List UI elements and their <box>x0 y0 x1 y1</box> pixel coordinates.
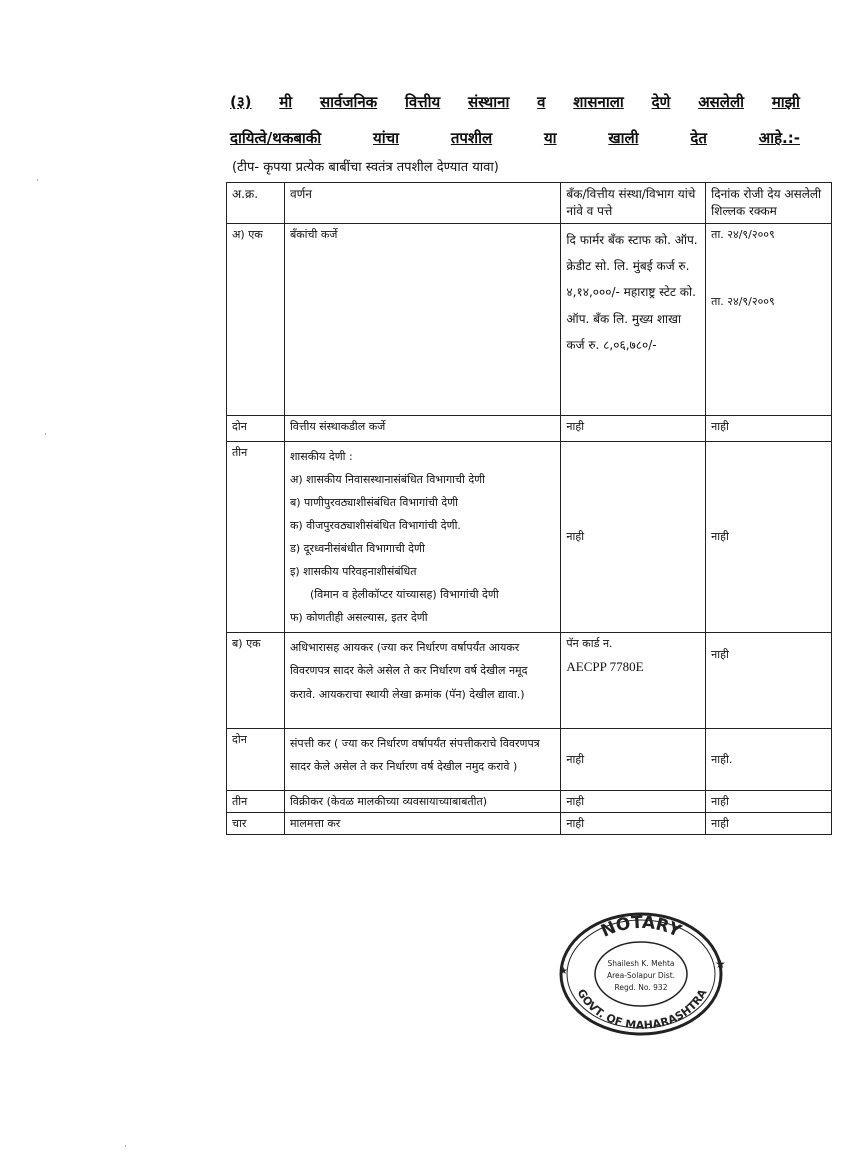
heading-word: या <box>543 129 557 147</box>
row-serial: चार <box>227 813 285 835</box>
heading-line-2 <box>230 128 800 148</box>
liabilities-table <box>226 182 832 835</box>
heading-word: संस्थाना <box>467 93 510 111</box>
heading-word: व <box>537 93 546 111</box>
row-balance: नाही <box>706 813 832 835</box>
heading-word: देत <box>690 129 707 147</box>
row-description <box>284 441 560 633</box>
row-balance: नाही <box>706 415 832 441</box>
table-row <box>227 791 832 813</box>
scan-speck: · <box>36 176 39 186</box>
row-description: अधिभारासह आयकर (ज्या कर निर्धारण वर्षापर्यंत आयकर विवरणपत्र सादर केले असेल ते कर निर्धारण वर्ष देखील नमूद करावे. आयकराचा स्थायी लेखा क्रमांक (पॅन) देखील द्यावा.) <box>284 633 560 729</box>
star-icon: ★ <box>559 966 568 977</box>
row-balance: नाही. <box>706 729 832 791</box>
govt-dues-item: फ) कोणतीही असल्यास, इतर देणी <box>289 611 428 625</box>
stamp-area: Area-Solapur Dist. <box>606 971 676 980</box>
row-bank: नाही <box>561 415 706 441</box>
row-serial: दोन <box>227 729 285 791</box>
row-bank: नाही <box>561 441 706 633</box>
row-bank: नाही <box>561 813 706 835</box>
row-balance: नाही <box>706 633 832 729</box>
row-balance <box>706 223 832 415</box>
section-heading <box>230 92 800 148</box>
heading-word: माझी <box>771 93 800 111</box>
govt-dues-item: क) वीजपुरवठ्याशीसंबंधित विभागांची देणी. <box>289 518 461 532</box>
row-bank <box>561 633 706 729</box>
row-serial: तीन <box>227 791 285 813</box>
balance-date: ता. २४/९/२००९ <box>711 294 775 308</box>
heading-word: शासनाला <box>573 93 624 111</box>
table-row <box>227 633 832 729</box>
table-row <box>227 441 832 633</box>
table-header-row <box>227 183 832 224</box>
heading-word: दायित्वे/थकबाकी <box>230 129 322 147</box>
govt-dues-item: इ) शासकीय परिवहनाशीसंबंधित <box>289 565 417 579</box>
heading-word: वित्तीय <box>405 93 441 111</box>
govt-dues-title: शासकीय देणी : <box>289 449 353 463</box>
heading-word: असलेली <box>698 93 745 111</box>
pan-label: पॅन कार्ड न. <box>566 637 613 651</box>
row-serial: तीन <box>227 441 285 633</box>
table-row <box>227 813 832 835</box>
scan-speck: · <box>44 430 47 440</box>
govt-dues-item: ड) दूरध्वनीसंबंधीत विभागाची देणी <box>289 541 425 555</box>
instruction-note: (टीप- कृपया प्रत्येक बाबींचा स्वतंत्र तपशील देण्यात यावा) <box>232 160 499 175</box>
heading-word: देणे <box>651 93 671 111</box>
table-row <box>227 729 832 791</box>
stamp-top-text: NOTARY <box>598 912 685 942</box>
header-balance: दिनांक रोजी देय असलेली शिल्लक रक्कम <box>706 183 832 224</box>
row-balance: नाही <box>706 791 832 813</box>
notary-stamp <box>555 910 727 1040</box>
star-icon: ★ <box>715 957 726 971</box>
row-description: मालमत्ता कर <box>284 813 560 835</box>
row-serial: दोन <box>227 415 285 441</box>
govt-dues-item: अ) शासकीय निवासस्थानासंबंधित विभागाची देणी <box>289 472 485 486</box>
heading-word: तपशील <box>450 129 493 147</box>
table-row <box>227 223 832 415</box>
row-description: संपत्ती कर ( ज्या कर निर्धारण वर्षापर्यंत संपत्तीकराचे विवरणपत्र सादर केले असेल ते कर निर्धारण वर्ष देखील नमुद करावे ) <box>284 729 560 791</box>
table-row <box>227 415 832 441</box>
scan-speck: · <box>124 1142 127 1152</box>
heading-line-1 <box>230 92 800 112</box>
heading-word: यांचा <box>373 129 400 147</box>
balance-date: ता. २४/९/२००९ <box>711 227 775 241</box>
header-description: वर्णन <box>284 183 560 224</box>
row-serial: अ) एक <box>227 223 285 415</box>
govt-dues-item: ब) पाणीपुरवठ्याशीसंबंधित विभागांची देणी <box>289 495 459 509</box>
row-bank: नाही <box>561 729 706 791</box>
stamp-bottom-text: GOVT. OF MAHARASHTRA <box>574 986 710 1032</box>
govt-dues-item: (विमान व हेलीकॉप्टर यांच्यासह) विभागांची देणी <box>309 588 499 602</box>
row-balance: नाही <box>706 441 832 633</box>
heading-word: आहे.:- <box>758 129 800 147</box>
header-serial: अ.क्र. <box>227 183 285 224</box>
heading-word: खाली <box>608 129 639 147</box>
row-bank: नाही <box>561 791 706 813</box>
pan-number: AECPP 7780E <box>566 659 644 675</box>
row-description: विक्रीकर (केवळ मालकीच्या व्यवसायाच्याबाबतीत) <box>284 791 560 813</box>
stamp-name: Shailesh K. Mehta <box>607 959 675 968</box>
row-description: वित्तीय संस्थाकडील कर्जे <box>284 415 560 441</box>
stamp-reg: Regd. No. 932 <box>614 983 668 992</box>
row-description: बँकांची कर्जे <box>284 223 560 415</box>
header-bank: बँक/वित्तीय संस्था/विभाग यांचे नांवे व पत्ते <box>561 183 706 224</box>
heading-word: (३) <box>230 93 252 111</box>
row-bank: दि फार्मर बँक स्टाफ को. ऑप. क्रेडीट सो. लि. मुंबई कर्ज रु. ४,१४,०००/- महाराष्ट्र स्टेट को. ऑप. बँक लि. मुख्य शाखा कर्ज रु. ८,०६,७८०/- <box>561 223 706 415</box>
heading-word: मी <box>279 93 293 111</box>
heading-word: सार्वजनिक <box>319 93 378 111</box>
row-serial: ब) एक <box>227 633 285 729</box>
